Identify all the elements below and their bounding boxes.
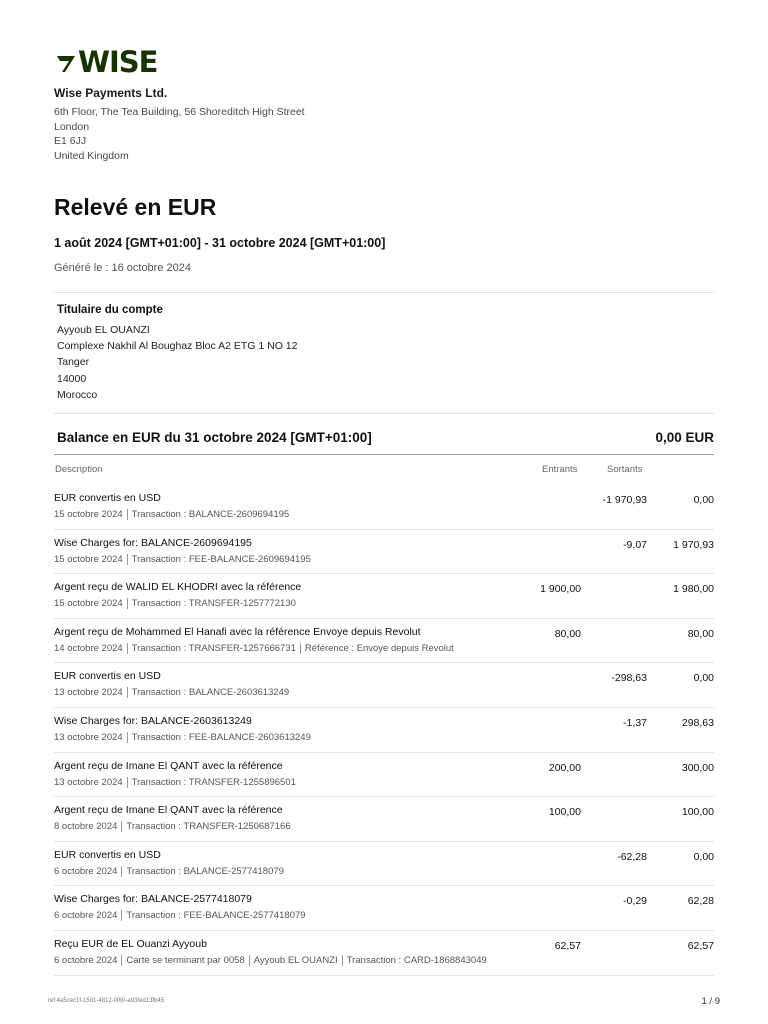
transaction-description: Argent reçu de Mohammed El Hanafi avec la référence Envoye depuis Revolut: [54, 625, 421, 638]
transaction-meta: [54, 643, 458, 654]
transaction-meta-item: 15 octobre 2024: [54, 553, 123, 565]
holder-address-line: Tanger: [57, 356, 90, 369]
table-row: [54, 663, 714, 708]
amount-out: -0,29: [623, 895, 647, 908]
table-row: [54, 886, 714, 931]
transaction-meta-item: Transaction : FEE-BALANCE-2603613249: [127, 732, 315, 743]
transaction-meta: [54, 732, 315, 743]
transaction-meta-item: 15 octobre 2024: [54, 598, 123, 610]
divider: [54, 292, 714, 293]
table-row: [54, 485, 714, 530]
transaction-description: Wise Charges for: BALANCE-2609694195: [54, 536, 252, 549]
amount-out: -9,07: [623, 538, 647, 551]
generated-date: Généré le : 16 octobre 2024: [54, 262, 191, 274]
amount-in: 200,00: [548, 761, 581, 774]
transaction-description: Wise Charges for: BALANCE-2603613249: [54, 714, 252, 727]
company-name: Wise Payments Ltd.: [54, 86, 168, 100]
amount-out: -62,28: [617, 850, 647, 863]
table-row: [54, 797, 714, 842]
balance-summary: [57, 430, 714, 445]
holder-address-line: Morocco: [57, 388, 98, 401]
transaction-meta-item: Transaction : FEE-BALANCE-2577418079: [121, 910, 309, 921]
amount-in: 80,00: [554, 627, 581, 640]
transaction-meta: [54, 687, 293, 698]
logo-wordmark: WISE: [78, 45, 158, 79]
amount-in: 62,57: [554, 939, 581, 952]
table-row: [54, 619, 714, 664]
running-balance: 1 970,93: [673, 538, 714, 551]
table-row: [54, 530, 714, 575]
transaction-meta-item: 13 octobre 2024: [54, 776, 123, 788]
running-balance: 0,00: [693, 494, 714, 506]
running-balance: 100,00: [681, 806, 714, 819]
statement-title: Relevé en EUR: [54, 194, 217, 220]
running-balance: 62,57: [687, 939, 714, 952]
transaction-description: Argent reçu de Imane El QANT avec la référence: [54, 759, 283, 772]
header-description: Description: [55, 464, 103, 475]
transaction-meta: [54, 821, 295, 832]
transaction-description: Argent reçu de WALID EL KHODRI avec la référence: [54, 581, 302, 594]
table-header: [54, 464, 714, 478]
running-balance: 298,63: [681, 716, 714, 729]
page-number: 1 / 9: [701, 996, 720, 1007]
header-out: Sortants: [607, 464, 643, 475]
transaction-meta-item: 15 octobre 2024: [54, 509, 123, 520]
footer-reference: ref:4a5cec1f-1501-4812-0f60-a93fed13fb45: [48, 998, 165, 1004]
holder-address-line: 14000: [57, 372, 87, 385]
transaction-meta-item: Carte se terminant par 0058: [121, 955, 248, 966]
table-top-divider: [54, 454, 714, 455]
transaction-meta: [54, 955, 491, 966]
company-block: [54, 86, 305, 163]
transaction-meta-item: Référence : Envoye depuis Revolut: [300, 643, 458, 654]
running-balance: 0,00: [693, 672, 714, 685]
transaction-meta-item: Ayyoub EL OUANZI: [249, 955, 342, 966]
transaction-meta: [54, 598, 300, 609]
transaction-meta-item: Transaction : BALANCE-2577418079: [121, 866, 288, 877]
table-row: [54, 574, 714, 619]
transaction-description: Argent reçu de Imane El QANT avec la référence: [54, 804, 283, 817]
transaction-meta-item: Transaction : BALANCE-2603613249: [127, 687, 294, 698]
transaction-meta-item: Transaction : BALANCE-2609694195: [127, 509, 294, 520]
balance-label: Balance en EUR du 31 octobre 2024 [GMT+01:00]: [57, 430, 372, 445]
transaction-meta-item: Transaction : TRANSFER-1257666731: [127, 643, 300, 654]
transaction-meta-item: 6 octobre 2024: [54, 954, 118, 966]
account-holder-block: [57, 304, 297, 403]
amount-in: 1 900,00: [540, 583, 581, 596]
transaction-description: EUR convertis en USD: [54, 670, 161, 683]
amount-out: -298,63: [611, 672, 647, 685]
amount-out: -1,37: [623, 716, 647, 729]
company-address-line: United Kingdom: [54, 149, 129, 162]
table-row: [54, 753, 714, 798]
table-row: [54, 931, 714, 976]
company-address-line: 6th Floor, The Tea Building, 56 Shoreditch High Street: [54, 106, 305, 118]
running-balance: 1 980,00: [673, 583, 714, 596]
table-row: [54, 708, 714, 753]
transaction-description: EUR convertis en USD: [54, 848, 161, 861]
transaction-meta-item: Transaction : TRANSFER-1250687166: [121, 821, 294, 832]
transaction-meta-item: Transaction : TRANSFER-1257772130: [127, 598, 300, 609]
amount-out: -1 970,93: [602, 494, 647, 506]
company-address-line: E1 6JJ: [54, 135, 87, 148]
transaction-meta-item: 6 octobre 2024: [54, 910, 118, 922]
amount-in: 100,00: [548, 806, 581, 819]
transaction-meta-item: 14 octobre 2024: [54, 642, 123, 654]
wise-flag-icon: [54, 52, 76, 74]
running-balance: 300,00: [681, 761, 714, 774]
transaction-meta-item: Transaction : CARD-1868843049: [342, 955, 491, 966]
transaction-meta: [54, 509, 293, 520]
account-holder-heading: Titulaire du compte: [57, 304, 163, 316]
table-row: [54, 842, 714, 887]
transaction-meta-item: 8 octobre 2024: [54, 821, 118, 833]
transaction-meta: [54, 866, 288, 877]
divider: [54, 413, 714, 414]
holder-name: Ayyoub EL OUANZI: [57, 324, 150, 336]
statement-period: 1 août 2024 [GMT+01:00] - 31 octobre 2024 [GMT+01:00]: [54, 236, 386, 250]
header-in: Entrants: [542, 464, 578, 475]
transaction-meta-item: 6 octobre 2024: [54, 865, 118, 877]
balance-value: 0,00 EUR: [655, 430, 714, 445]
transaction-description: Reçu EUR de EL Ouanzi Ayyoub: [54, 937, 207, 950]
holder-address-line: Complexe Nakhil Al Boughaz Bloc A2 ETG 1 NO 12: [57, 340, 298, 353]
running-balance: 0,00: [693, 850, 714, 863]
transaction-description: Wise Charges for: BALANCE-2577418079: [54, 893, 252, 906]
transaction-meta-item: Transaction : FEE-BALANCE-2609694195: [127, 554, 315, 565]
transaction-meta-item: 13 octobre 2024: [54, 731, 123, 743]
transaction-meta: [54, 554, 315, 565]
transactions-table: [54, 485, 714, 976]
running-balance: 80,00: [687, 627, 714, 640]
wise-logo: [54, 45, 158, 79]
transaction-meta: [54, 777, 300, 788]
transaction-meta-item: Transaction : TRANSFER-1255896501: [127, 777, 300, 788]
company-address-line: London: [54, 120, 90, 133]
transaction-meta-item: 13 octobre 2024: [54, 687, 123, 699]
transaction-meta: [54, 910, 310, 921]
transaction-description: EUR convertis en USD: [54, 492, 161, 504]
running-balance: 62,28: [687, 895, 714, 908]
